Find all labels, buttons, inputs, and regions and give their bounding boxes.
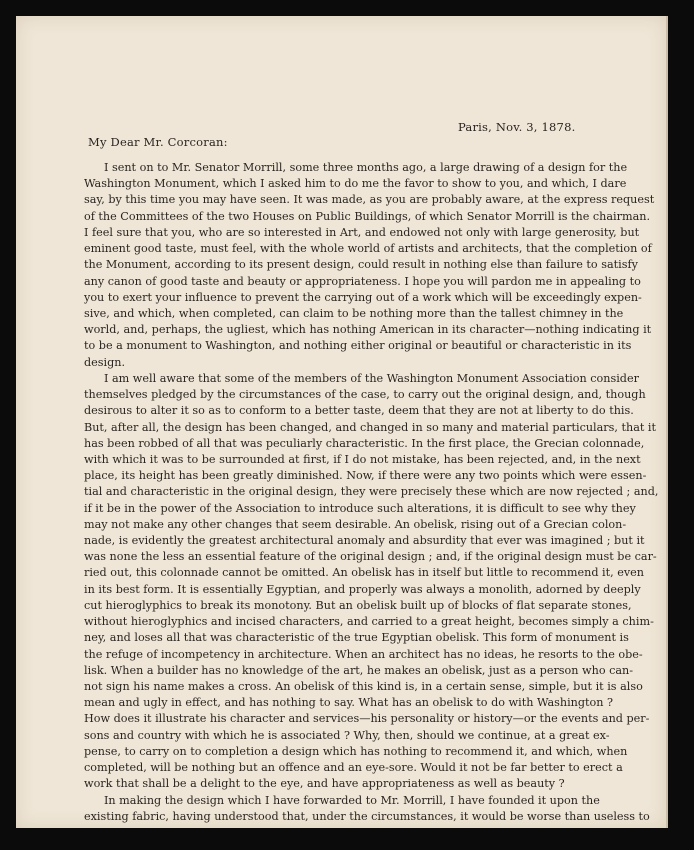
text-line: How does it illustrate his character and services—his personality or history—or the events and per- [84, 712, 650, 726]
letter-salutation: My Dear Mr. Corcoran: [88, 135, 228, 149]
text-line: to be a monument to Washington, and nothing either original or beautiful or characteristic in its [84, 339, 632, 353]
text-line: of the Committees of the two Houses on Public Buildings, of which Senator Morrill is the chairman. [84, 209, 651, 223]
text-line: completed, will be nothing but an offence and an eye-sore. Would it not be far better to erect a [84, 761, 623, 775]
text-line: if it be in the power of the Association to introduce such alterations, it is difficult to see why they [84, 501, 636, 515]
text-line: the Monument, according to its present design, could result in nothing else than failure to satisfy [84, 258, 638, 272]
text-line: say, by this time you may have seen. It was made, as you are probably aware, at the express request [84, 193, 655, 207]
text-line: without hieroglyphics and incised characters, and carried to a great height, becomes simply a chim- [84, 615, 654, 629]
letter-date: Paris, Nov. 3, 1878. [458, 120, 576, 134]
text-line: I sent on to Mr. Senator Morrill, some three months ago, a large drawing of a design for the [104, 161, 628, 174]
text-line: with which it was to be surrounded at first, if I do not mistake, has been rejected, and, in the next [84, 452, 641, 466]
text-line: ried out, this colonnade cannot be omitted. An obelisk has in itself but little to recommend it, even [84, 566, 645, 580]
text-line: sive, and which, when completed, can claim to be nothing more than the tallest chimney in the [84, 306, 624, 320]
text-line: I am well aware that some of the members of the Washington Monument Association consider [104, 371, 639, 385]
text-line: you to exert your influence to prevent the carrying out of a work which will be exceedingly expen- [84, 290, 642, 304]
text-line: work that shall be a delight to the eye, and have appropriateness as well as beauty ? [84, 777, 565, 791]
text-line: ney, and loses all that was characteristic of the true Egyptian obelisk. This form of monument is [84, 631, 629, 645]
text-line: the refuge of incompetency in architecture. When an architect has no ideas, he resorts to the obe- [84, 647, 643, 661]
text-line: desirous to alter it so as to conform to a better taste, deem that they are not at liberty to do this. [84, 404, 634, 418]
page-edge [666, 16, 668, 828]
text-line: cut hieroglyphics to break its monotony. But an obelisk built up of blocks of flat separate stones, [84, 598, 632, 612]
text-line: design. [84, 355, 126, 369]
text-line: nade, is evidently the greatest architectural anomaly and absurdity that ever was imagined ; but it [84, 534, 645, 548]
text-line: tial and characteristic in the original design, they were precisely these which are now rejected ; and, [84, 485, 659, 499]
text-line: has been robbed of all that was peculiarly characteristic. In the first place, the Grecian colonnade, [84, 436, 645, 450]
text-line: eminent good taste, must feel, with the whole world of artists and architects, that the completion of [84, 242, 652, 256]
text-line: In making the design which I have forwarded to Mr. Morrill, I have founded it upon the [104, 793, 600, 807]
text-line: sons and country with which he is associated ? Why, then, should we continue, at a great ex- [84, 728, 610, 742]
text-line: lisk. When a builder has no knowledge of the art, he makes an obelisk, just as a person who can- [84, 663, 634, 677]
text-line: any canon of good taste and beauty or appropriateness. I hope you will pardon me in appealing to [84, 274, 641, 288]
text-line: was none the less an essential feature of the original design ; and, if the original design must be car- [84, 550, 657, 564]
text-line: place, its height has been greatly diminished. Now, if there were any two points which were essen- [84, 469, 647, 483]
text-line: not sign his name makes a cross. An obelisk of this kind is, in a certain sense, simple, but it is also [84, 680, 643, 693]
text-line: pense, to carry on to completion a design which has nothing to recommend it, and which, when [84, 744, 628, 758]
text-line: existing fabric, having understood that, under the circumstances, it would be worse than useless to [84, 809, 650, 823]
letter-body [84, 160, 659, 825]
text-line: I feel sure that you, who are so interested in Art, and endowed not only with large generosity, but [84, 225, 640, 239]
text-line: mean and ugly in effect, and has nothing to say. What has an obelisk to do with Washington ? [84, 696, 614, 710]
text-line: Washington Monument, which I asked him to do me the favor to show to you, and which, I dare [84, 177, 627, 191]
text-line: But, after all, the design has been changed, and changed in so many and material particulars, that it [84, 420, 657, 434]
text-line: themselves pledged by the circumstances of the case, to carry out the original design, and, though [84, 388, 646, 402]
text-line: may not make any other changes that seem desirable. An obelisk, rising out of a Grecian colon- [84, 517, 627, 531]
text-line: world, and, perhaps, the ugliest, which has nothing American in its character—nothing indicating it [84, 323, 652, 337]
text-line: in its best form. It is essentially Egyptian, and properly was always a monolith, adorned by deeply [84, 582, 641, 596]
